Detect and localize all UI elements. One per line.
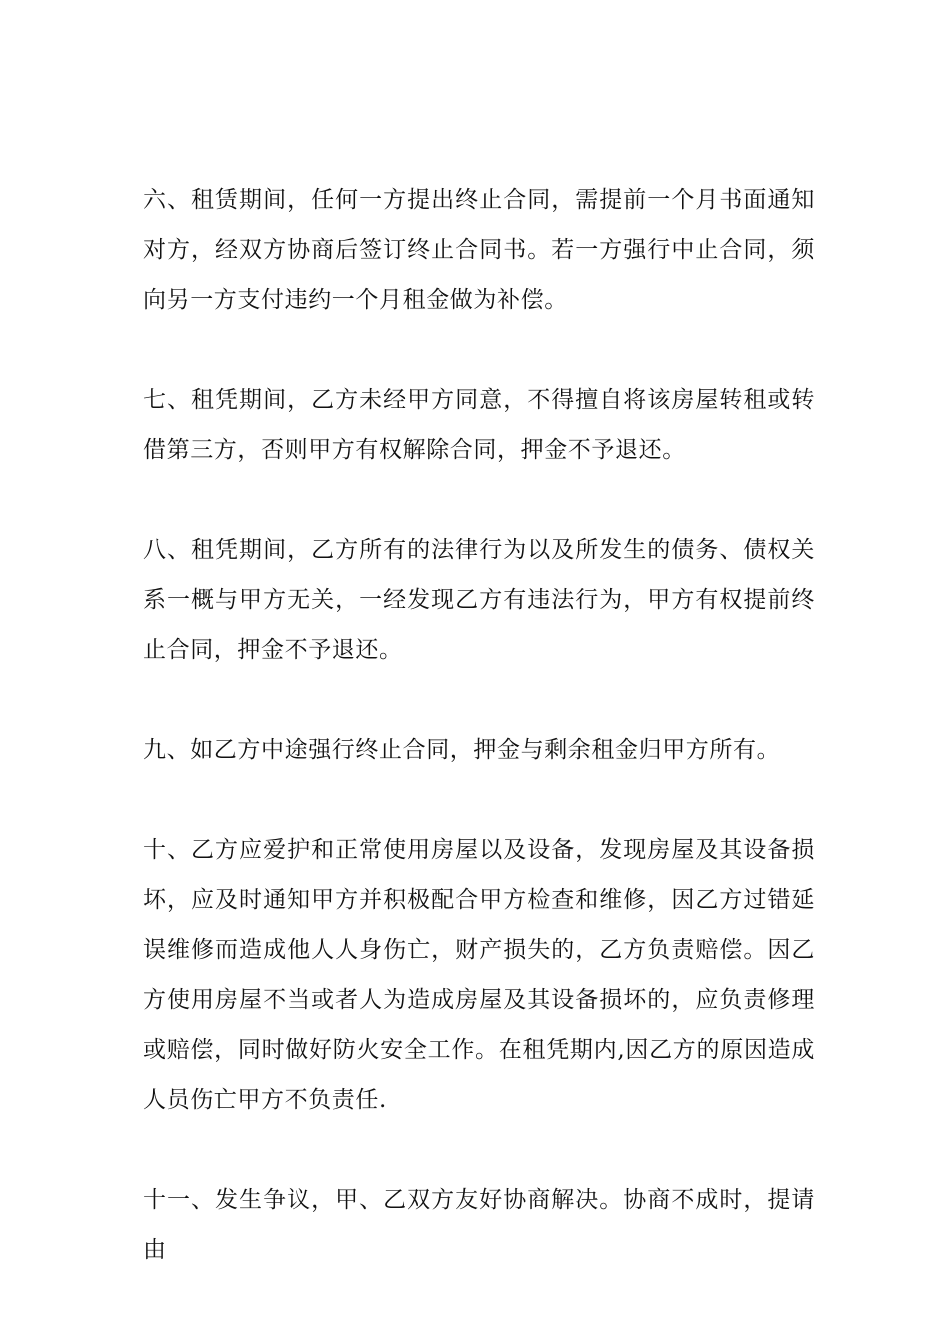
clause-8: 八、租凭期间，乙方所有的法律行为以及所发生的债务、债权关系一概与甲方无关，一经发现乙方有违法行为，甲方有权提前终止合同，押金不予退还。 xyxy=(143,537,815,663)
clause-11: 十一、发生争议，甲、乙双方友好协商解决。协商不成时，提请由 xyxy=(143,1187,815,1263)
clause-6: 六、租赁期间，任何一方提出终止合同，需提前一个月书面通知对方，经双方协商后签订终止合同书。若一方强行中止合同，须向另一方支付违约一个月租金做为补偿。 xyxy=(143,187,815,313)
clause-10: 十、乙方应爱护和正常使用房屋以及设备，发现房屋及其设备损坏，应及时通知甲方并积极配合甲方检查和维修，因乙方过错延误维修而造成他人人身伤亡，财产损失的，乙方负责赔偿。因乙方使用房屋不当或者人为造成房屋及其设备损坏的，应负责修理或赔偿，同时做好防火安全工作。在租凭期内,因乙方的原因造成人员伤亡甲方不负责任. xyxy=(143,837,815,1113)
clause-7: 七、租凭期间，乙方未经甲方同意，不得擅自将该房屋转租或转借第三方，否则甲方有权解除合同，押金不予退还。 xyxy=(143,387,815,463)
clause-9: 九、如乙方中途强行终止合同，押金与剩余租金归甲方所有。 xyxy=(143,737,781,763)
